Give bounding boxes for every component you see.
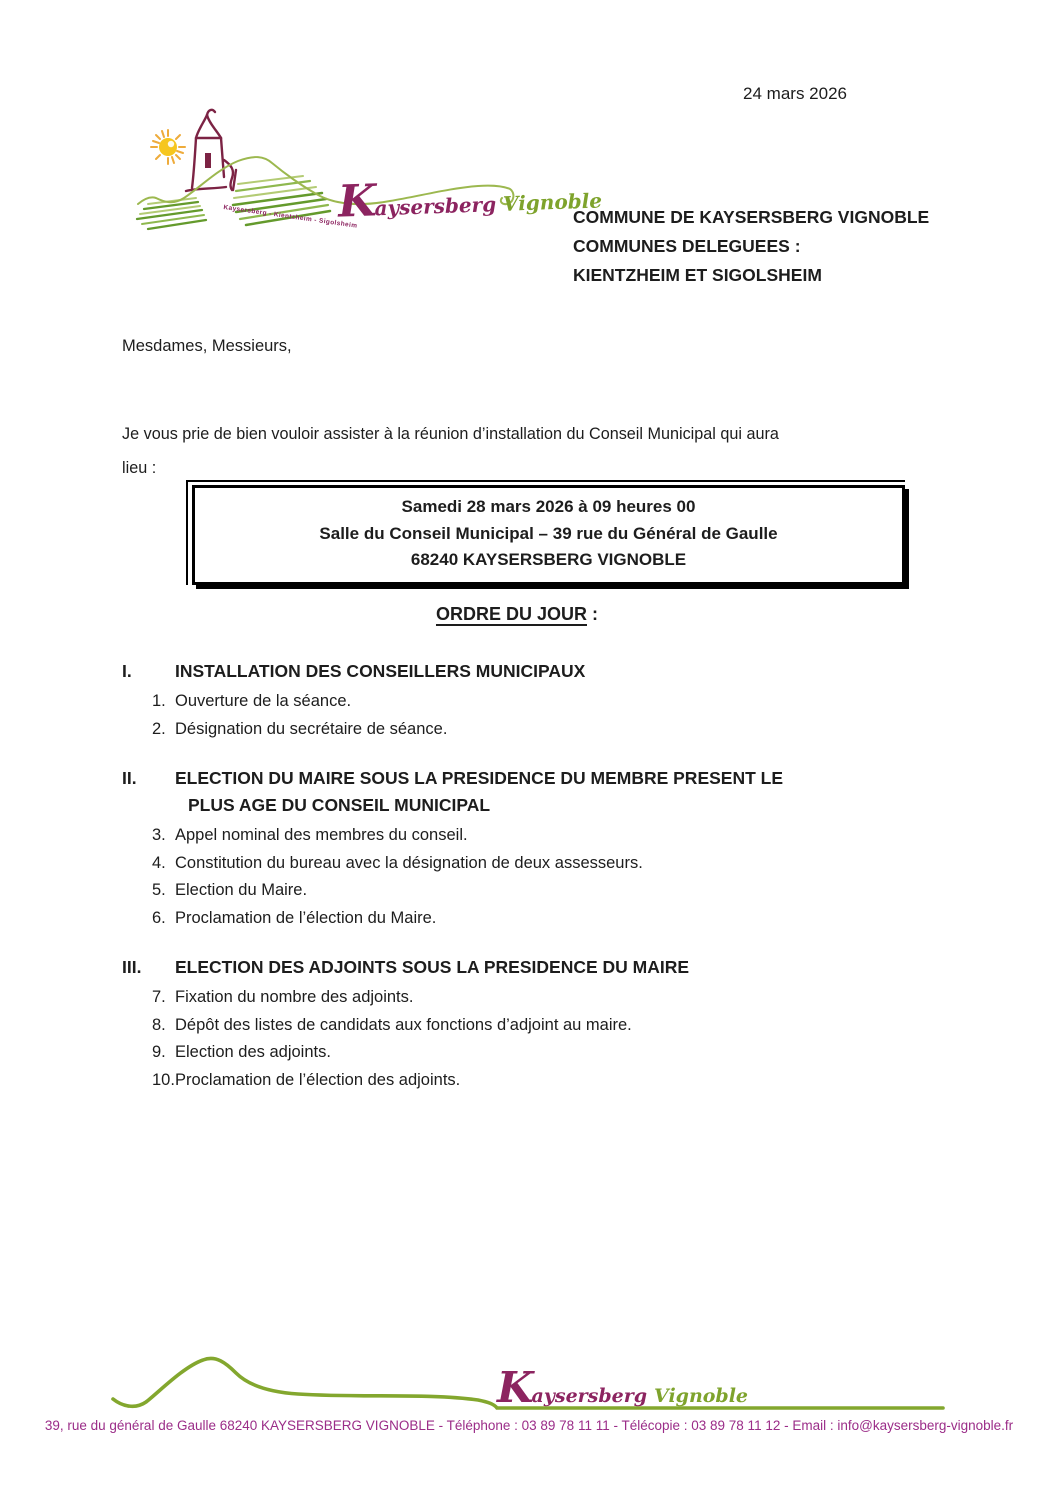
item-text: Constitution du bureau avec la désignation de deux assesseurs.: [175, 853, 643, 872]
logo-brand-name: aysersberg: [374, 192, 497, 221]
item-number: 9.: [152, 1043, 166, 1061]
logo-towns-label: Kaysersberg - Kientzheim - Sigolsheim: [223, 204, 358, 230]
item-text: Election des adjoints.: [175, 1043, 331, 1061]
item-number: 4.: [152, 853, 166, 872]
agenda-section: [122, 954, 932, 1094]
item-number: 7.: [152, 988, 166, 1006]
agenda-sections: [122, 658, 932, 1116]
address-line: KIENTZHEIM ET SIGOLSHEIM: [573, 265, 822, 285]
section-items: [122, 822, 932, 932]
item-number: 6.: [152, 908, 166, 927]
item-text: Dépôt des listes de candidats aux fonctions d’adjoint au maire.: [175, 1015, 632, 1034]
item-text: Election du Maire.: [175, 881, 308, 899]
section-heading-line: ELECTION DES ADJOINTS SOUS LA PRESIDENCE DU MAIRE: [175, 957, 690, 977]
section-heading: [122, 765, 932, 819]
page-footer: [0, 1355, 1058, 1465]
letter-date: 24 mars 2026: [743, 84, 847, 103]
agenda-title-text: ORDRE DU JOUR: [435, 604, 587, 624]
item-text: Proclamation de l’élection du Maire.: [175, 908, 437, 927]
section-numeral: II.: [122, 768, 137, 788]
agenda-section: [122, 658, 932, 743]
address-line: COMMUNES DELEGUEES :: [573, 236, 801, 256]
section-heading: [122, 954, 932, 981]
logo-brand-initial: K: [337, 175, 378, 228]
agenda-item: [152, 850, 932, 878]
item-number: 8.: [152, 1015, 166, 1034]
agenda-title: [122, 604, 912, 625]
section-heading-lines: [175, 954, 932, 981]
logo-brand-suffix: Vignoble: [502, 188, 603, 216]
address-line: COMMUNE DE KAYSERSBERG VIGNOBLE: [573, 207, 930, 227]
meeting-location: Salle du Conseil Municipal – 39 rue du Général de Gaulle: [319, 523, 778, 543]
intro-line: Je vous prie de bien vouloir assister à la réunion d’installation du Conseil Municipal qui aura: [122, 425, 779, 443]
footer-contact-line: 39, rue du général de Gaulle 68240 KAYSERSBERG VIGNOBLE - Téléphone : 03 89 78 11 11 - Télécopie : 03 89 78 11 12 - Email : info@kaysersberg-vignoble.fr: [44, 1418, 1014, 1433]
commune-logo: [118, 92, 603, 242]
agenda-item: [152, 716, 932, 744]
agenda-item: [152, 688, 932, 716]
agenda-title-colon: :: [587, 604, 598, 624]
salutation: Mesdames, Messieurs,: [122, 337, 292, 355]
item-text: Fixation du nombre des adjoints.: [175, 988, 414, 1006]
meeting-notice-frame: [186, 480, 905, 585]
section-items: [122, 984, 932, 1094]
commune-address-block: [573, 203, 929, 290]
item-number: 2.: [152, 719, 166, 738]
item-text: Ouverture de la séance.: [175, 692, 352, 710]
footer-brand-suffix: Vignoble: [654, 1385, 749, 1407]
agenda-item: [152, 822, 932, 850]
agenda-section: [122, 765, 932, 932]
section-numeral: I.: [122, 661, 132, 681]
footer-brand: [497, 1363, 749, 1412]
section-heading: [122, 658, 932, 685]
section-numeral: III.: [122, 957, 142, 977]
item-number: 3.: [152, 826, 166, 844]
agenda-item: [152, 905, 932, 933]
agenda-item: [152, 1012, 932, 1040]
footer-brand-name: aysersberg: [531, 1385, 648, 1407]
section-heading-line: INSTALLATION DES CONSEILLERS MUNICIPAUX: [175, 661, 586, 681]
meeting-notice-box: [192, 485, 905, 585]
item-number: 10.: [152, 1070, 175, 1089]
section-heading-lines: [175, 658, 932, 685]
footer-brand-initial: K: [497, 1363, 534, 1412]
sun-icon: [151, 130, 185, 164]
agenda-item: [152, 984, 932, 1012]
item-number: 5.: [152, 881, 166, 899]
meeting-city: 68240 KAYSERSBERG VIGNOBLE: [410, 550, 687, 569]
agenda-item: [152, 877, 932, 905]
item-text: Désignation du secrétaire de séance.: [175, 719, 448, 738]
section-heading-line: ELECTION DU MAIRE SOUS LA PRESIDENCE DU MEMBRE PRESENT LE: [175, 768, 784, 788]
intro-line: lieu :: [122, 459, 157, 477]
item-number: 1.: [152, 692, 166, 710]
section-heading-line: PLUS AGE DU CONSEIL MUNICIPAL: [188, 795, 491, 815]
agenda-item: [152, 1039, 932, 1067]
logo-brand: [337, 171, 603, 228]
intro-paragraph: [122, 417, 942, 485]
item-text: Appel nominal des membres du conseil.: [175, 826, 468, 844]
meeting-datetime: Samedi 28 mars 2026 à 09 heures 00: [401, 497, 696, 516]
section-heading-lines: [175, 765, 932, 819]
agenda-item: [152, 1067, 932, 1095]
section-items: [122, 688, 932, 743]
item-text: Proclamation de l’élection des adjoints.: [175, 1070, 461, 1089]
church-tower-icon: [186, 110, 236, 191]
